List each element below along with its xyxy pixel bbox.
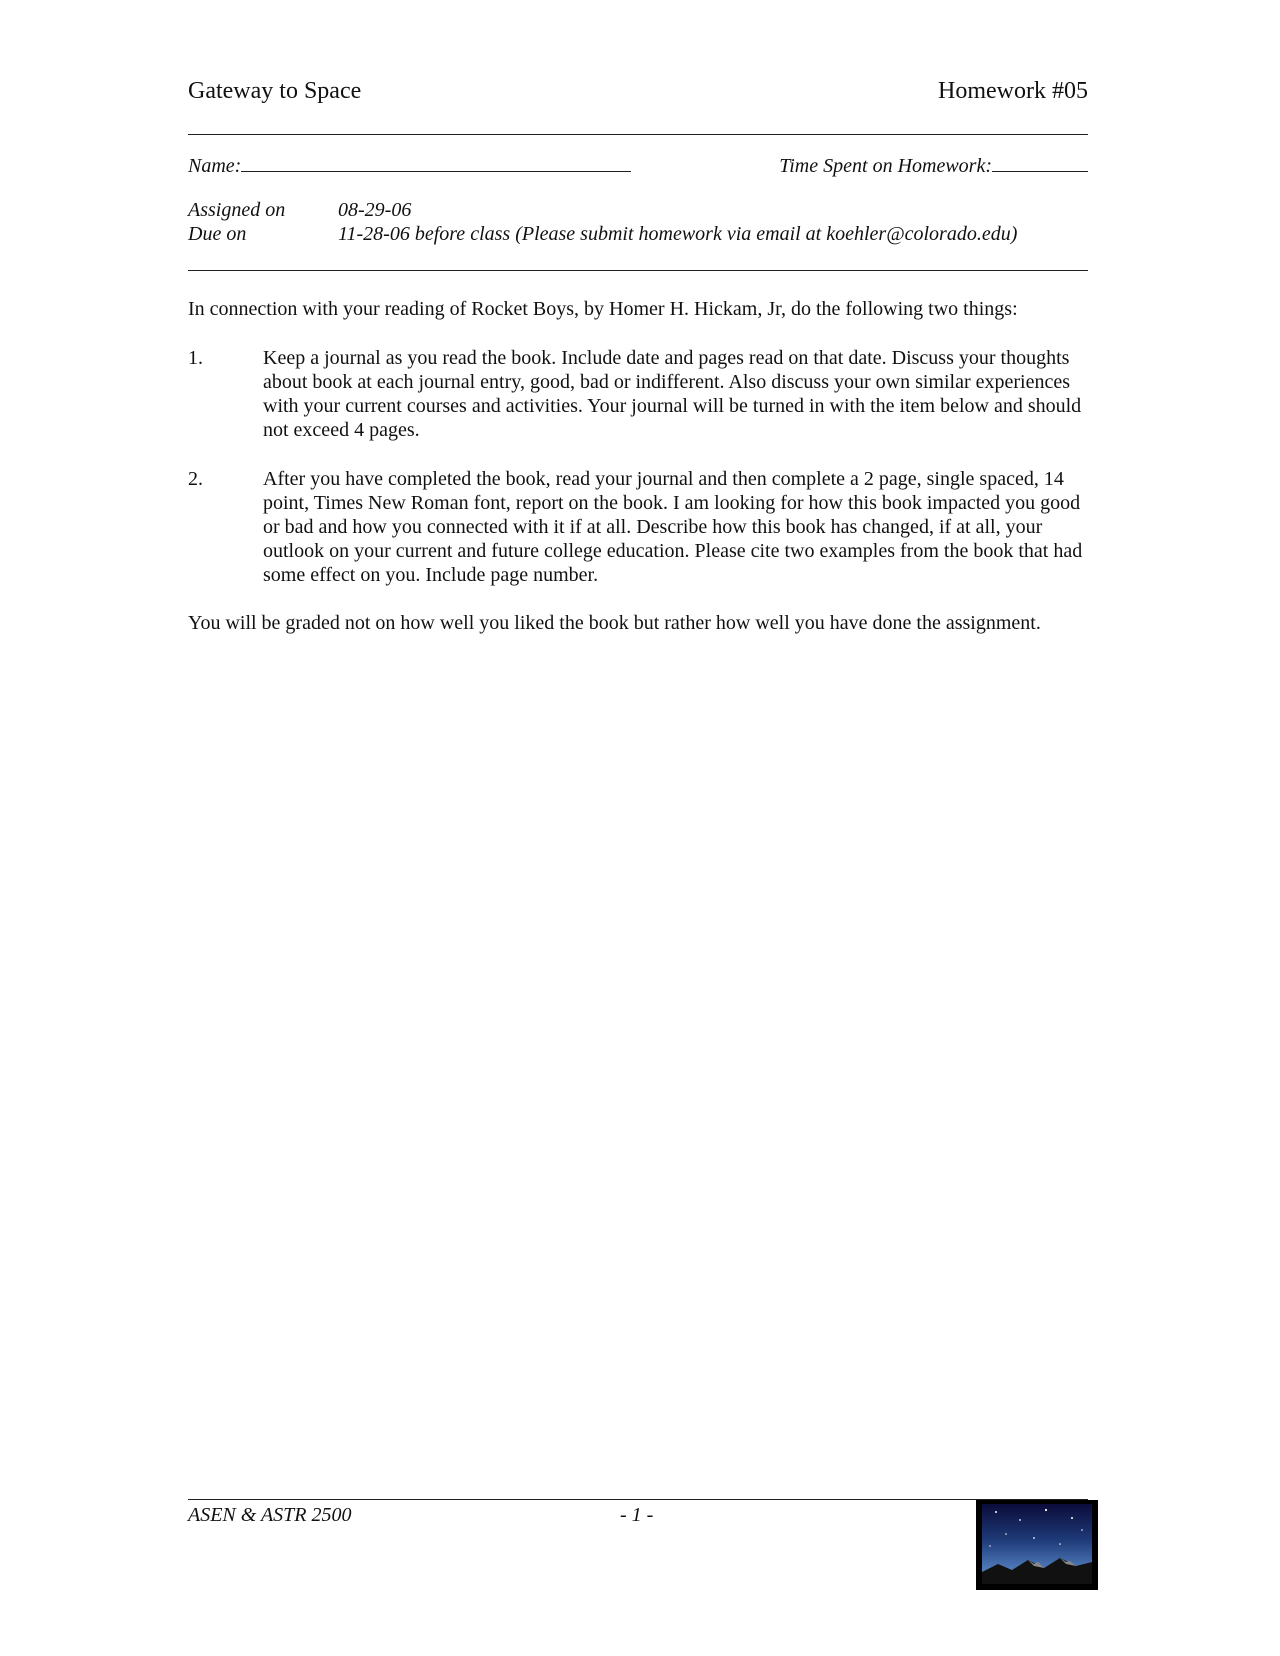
time-spent-label: Time Spent on Homework:	[779, 155, 992, 177]
homework-title: Homework #05	[938, 78, 1088, 104]
item-text: Keep a journal as you read the book. Include date and pages read on that date. Discuss your thoughts about book at each journal entry, good, bad or indifferent. Also discuss your own similar experiences with your current courses and activities. Your journal will be turned in with the item below and should not exceed 4 pages.	[263, 347, 1082, 441]
name-blank-line	[241, 151, 631, 172]
night-sky-mountains-icon	[976, 1500, 1098, 1590]
due-row	[188, 223, 1017, 246]
due-label: Due on	[188, 223, 247, 245]
time-spent-blank-line	[992, 151, 1088, 172]
name-field	[188, 151, 631, 178]
course-code: ASEN & ASTR 2500	[188, 1504, 352, 1526]
name-label: Name:	[188, 155, 242, 177]
page-number: - 1 -	[620, 1504, 654, 1526]
list-item	[188, 467, 1088, 587]
header-divider	[188, 134, 1088, 135]
intro-paragraph: In connection with your reading of Rocket Boys, by Homer H. Hickam, Jr, do the following two things:	[188, 298, 1018, 320]
footer-divider	[188, 1499, 1088, 1500]
closing-paragraph: You will be graded not on how well you liked the book but rather how well you have done the assignment.	[188, 612, 1041, 634]
dates-divider	[188, 270, 1088, 271]
time-spent-field	[779, 151, 1088, 178]
course-title: Gateway to Space	[188, 78, 362, 104]
item-text: After you have completed the book, read your journal and then complete a 2 page, single spaced, 14 point, Times New Roman font, report on the book. I am looking for how this book impacted you good or bad and how you connected with it if at all. Describe how this book has changed, if at all, your outlook on your current and future college education. Please cite two examples from the book that had some effect on you. Include page number.	[263, 468, 1083, 586]
item-number: 2.	[188, 468, 203, 490]
assigned-label: Assigned on	[188, 199, 286, 221]
assigned-row	[188, 199, 411, 222]
due-date: 11-28-06 before class (Please submit homework via email at koehler@colorado.edu)	[338, 223, 1018, 245]
item-number: 1.	[188, 347, 203, 369]
assigned-date: 08-29-06	[338, 199, 412, 221]
list-item	[188, 346, 1088, 442]
